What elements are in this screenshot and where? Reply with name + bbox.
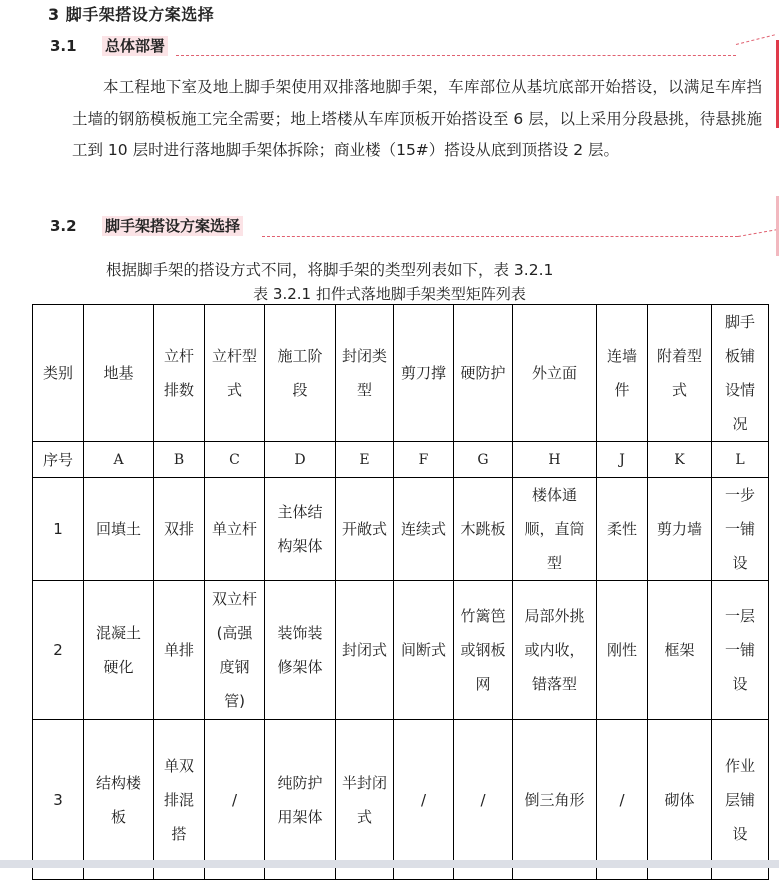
table-cell: 楼体通顺，直筒型 <box>513 478 597 581</box>
page-bottom-edge <box>0 860 779 868</box>
table-cell: 2 <box>33 581 84 720</box>
comment-connector-line <box>736 34 775 45</box>
table-cell: 剪力墙 <box>648 478 712 581</box>
table-row <box>33 720 769 880</box>
header-cell: 立杆排数 <box>154 305 205 442</box>
comment-anchor-line <box>176 55 736 56</box>
section-number: 3.1 <box>50 37 77 55</box>
comment-anchor-line <box>262 236 738 237</box>
comment-connector-line <box>738 229 778 237</box>
section-title: 总体部署 <box>102 36 168 56</box>
header-cell: 剪刀撑 <box>394 305 454 442</box>
table-cell: 刚性 <box>597 581 648 720</box>
table-cell: / <box>454 720 513 880</box>
section-heading-3-2 <box>50 215 243 236</box>
header-cell: 硬防护 <box>454 305 513 442</box>
letter-cell: F <box>394 442 454 478</box>
table-letter-row <box>33 442 769 478</box>
header-cell: 封闭类型 <box>336 305 394 442</box>
table-cell: 竹篱笆或钢板网 <box>454 581 513 720</box>
table-cell: 纯防护用架体 <box>265 720 336 880</box>
table-cell: 单双排混搭 <box>154 720 205 880</box>
table-cell: 半封闭式 <box>336 720 394 880</box>
header-cell: 脚手板铺设情况 <box>712 305 769 442</box>
table-row <box>33 478 769 581</box>
table-cell: 混凝土硬化 <box>84 581 154 720</box>
header-cell: 立杆型式 <box>205 305 265 442</box>
table-cell: 开敞式 <box>336 478 394 581</box>
table-cell: 砌体 <box>648 720 712 880</box>
table-cell: 连续式 <box>394 478 454 581</box>
scaffold-type-matrix-table <box>32 304 769 880</box>
table-header-row <box>33 305 769 442</box>
table-cell: 单排 <box>154 581 205 720</box>
section-heading-3-1 <box>50 35 168 56</box>
table-caption: 表 3.2.1 扣件式落地脚手架类型矩阵列表 <box>253 285 526 303</box>
table-cell: 双立杆(高强度钢管) <box>205 581 265 720</box>
table-row <box>33 581 769 720</box>
table-cell: 回填土 <box>84 478 154 581</box>
letter-cell: H <box>513 442 597 478</box>
letter-cell: A <box>84 442 154 478</box>
letter-cell: D <box>265 442 336 478</box>
chapter-heading: 3 脚手架搭设方案选择 <box>48 5 215 24</box>
table-cell: 主体结构架体 <box>265 478 336 581</box>
letter-cell: L <box>712 442 769 478</box>
header-cell: 施工阶段 <box>265 305 336 442</box>
header-cell: 类别 <box>33 305 84 442</box>
table-cell: 结构楼板 <box>84 720 154 880</box>
table-intro-text: 根据脚手架的搭设方式不同，将脚手架的类型列表如下，表 3.2.1 <box>106 261 554 279</box>
letter-cell: J <box>597 442 648 478</box>
table-cell: 作业层铺设 <box>712 720 769 880</box>
table-cell: 单立杆 <box>205 478 265 581</box>
table-cell: 一层一铺设 <box>712 581 769 720</box>
header-cell: 附着型式 <box>648 305 712 442</box>
letter-cell: E <box>336 442 394 478</box>
table-cell: 间断式 <box>394 581 454 720</box>
table-cell: 局部外挑或内收，错落型 <box>513 581 597 720</box>
letter-cell: 序号 <box>33 442 84 478</box>
table-cell: 双排 <box>154 478 205 581</box>
table-cell: 封闭式 <box>336 581 394 720</box>
table-cell: 装饰装修架体 <box>265 581 336 720</box>
letter-cell: G <box>454 442 513 478</box>
body-paragraph: 本工程地下室及地上脚手架使用双排落地脚手架，车库部位从基坑底部开始搭设，以满足车库挡土墙的钢筋模板施工完全需要；地上塔楼从车库顶板开始搭设至 6 层，以上采用分段悬挑，待悬挑施工到 10 层时进行落地脚手架体拆除；商业楼（15#）搭设从底到顶搭设 2 层。 <box>72 78 762 159</box>
letter-cell: B <box>154 442 205 478</box>
table-cell: 木跳板 <box>454 478 513 581</box>
table-cell: 柔性 <box>597 478 648 581</box>
table-cell: 一步一铺设 <box>712 478 769 581</box>
table-cell: 框架 <box>648 581 712 720</box>
table-cell: / <box>394 720 454 880</box>
letter-cell: K <box>648 442 712 478</box>
section-number: 3.2 <box>50 217 77 235</box>
header-cell: 连墙件 <box>597 305 648 442</box>
table-cell: / <box>597 720 648 880</box>
section-title: 脚手架搭设方案选择 <box>102 216 243 236</box>
letter-cell: C <box>205 442 265 478</box>
header-cell: 地基 <box>84 305 154 442</box>
table-cell: / <box>205 720 265 880</box>
header-cell: 外立面 <box>513 305 597 442</box>
table-cell: 3 <box>33 720 84 880</box>
table-cell: 1 <box>33 478 84 581</box>
table-cell: 倒三角形 <box>513 720 597 880</box>
